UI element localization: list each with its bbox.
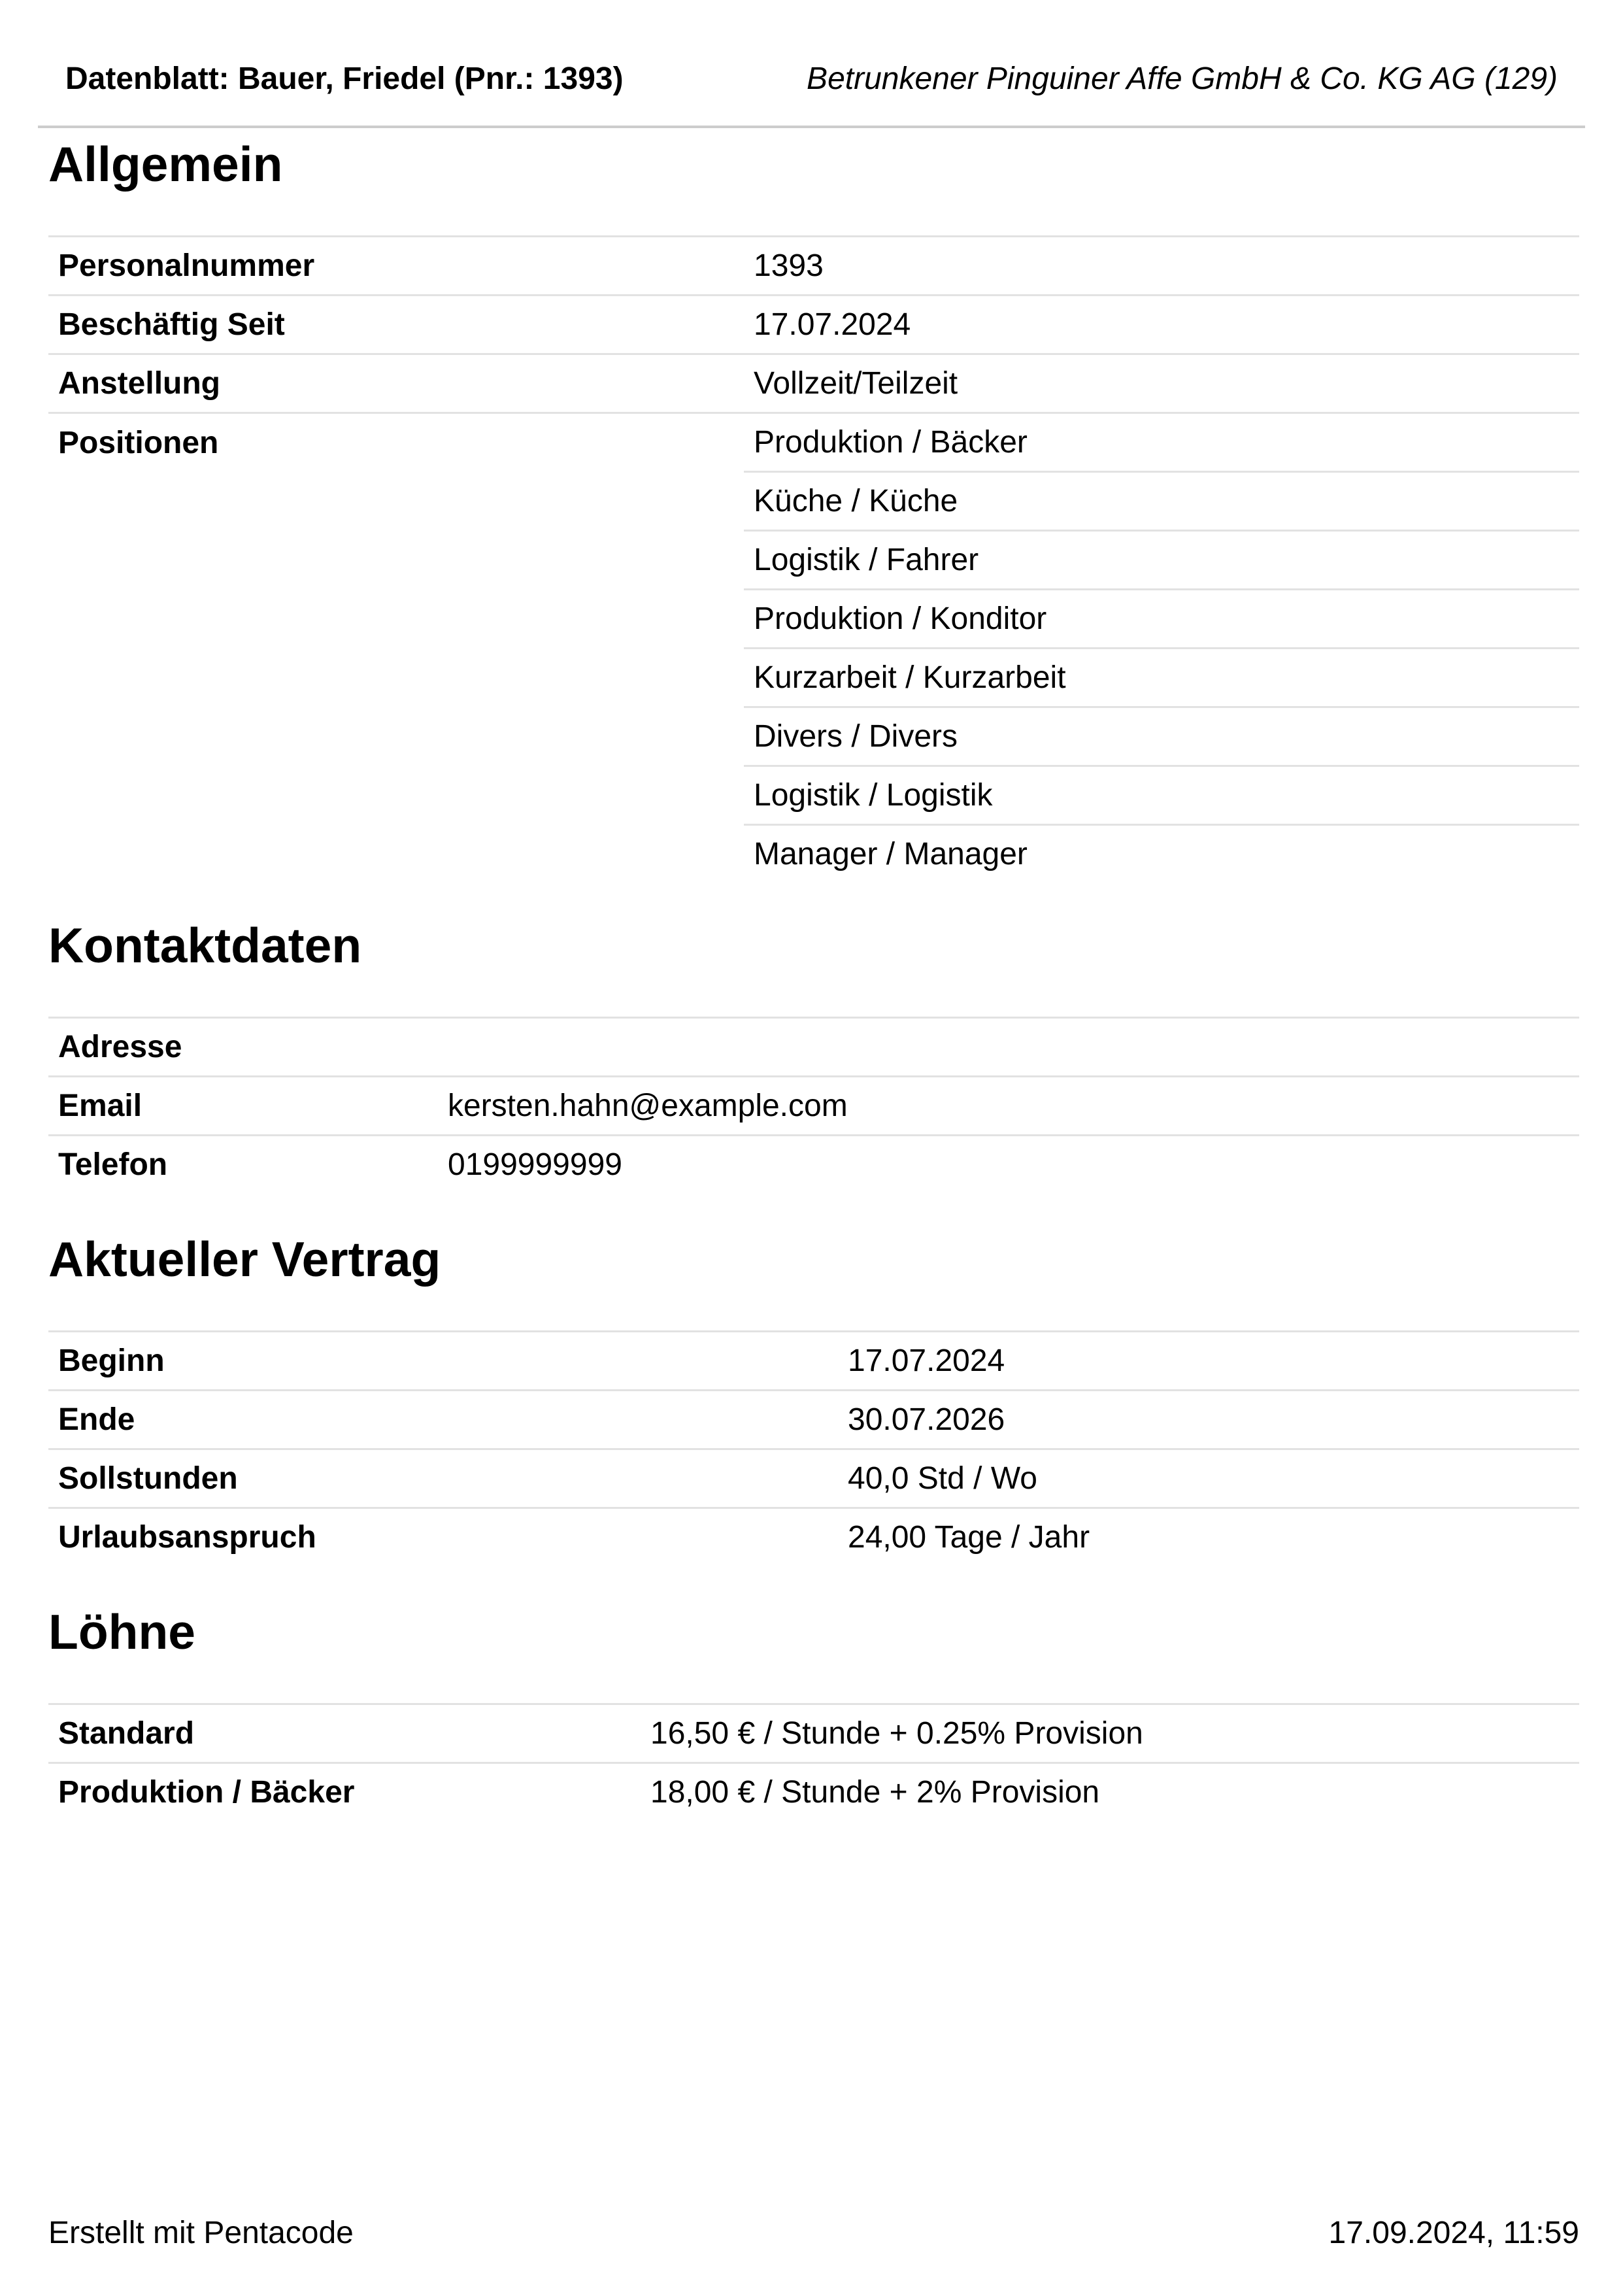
adresse-value xyxy=(438,1018,1579,1077)
position-item: Logistik / Logistik xyxy=(744,766,1579,825)
table-row-lohn xyxy=(48,1704,1579,1763)
sollstunden-value: 40,0 Std / Wo xyxy=(838,1449,1579,1508)
position-item: Logistik / Fahrer xyxy=(744,531,1579,590)
document-title: Datenblatt: Bauer, Friedel (Pnr.: 1393) xyxy=(65,61,624,96)
sollstunden-label: Sollstunden xyxy=(48,1449,838,1508)
table-row-anstellung xyxy=(48,354,1579,413)
adresse-label: Adresse xyxy=(48,1018,438,1077)
beginn-value: 17.07.2024 xyxy=(838,1332,1579,1391)
table-row-position xyxy=(48,413,1579,472)
position-item: Küche / Küche xyxy=(744,472,1579,531)
table-row-personalnummer xyxy=(48,237,1579,295)
email-value: kersten.hahn@example.com xyxy=(438,1077,1579,1136)
personalnummer-label: Personalnummer xyxy=(48,237,744,295)
section-title-kontaktdaten: Kontaktdaten xyxy=(48,918,362,973)
section-title-vertrag: Aktueller Vertrag xyxy=(48,1232,441,1287)
section-title-allgemein: Allgemein xyxy=(48,137,283,192)
email-label: Email xyxy=(48,1077,438,1136)
table-row-ende xyxy=(48,1391,1579,1449)
telefon-value: 0199999999 xyxy=(438,1136,1579,1194)
allgemein-table xyxy=(48,235,1579,883)
section-title-loehne: Löhne xyxy=(48,1604,195,1659)
position-item: Kurzarbeit / Kurzarbeit xyxy=(744,649,1579,707)
urlaub-value: 24,00 Tage / Jahr xyxy=(838,1508,1579,1566)
table-row-email xyxy=(48,1077,1579,1136)
table-row-telefon xyxy=(48,1136,1579,1194)
positionen-label: Positionen xyxy=(48,413,744,883)
position-item: Divers / Divers xyxy=(744,707,1579,766)
table-row-adresse xyxy=(48,1018,1579,1077)
position-item: Manager / Manager xyxy=(744,825,1579,883)
ende-label: Ende xyxy=(48,1391,838,1449)
table-row-lohn xyxy=(48,1763,1579,1821)
position-item: Produktion / Konditor xyxy=(744,590,1579,649)
table-row-sollstunden xyxy=(48,1449,1579,1508)
table-row-beginn xyxy=(48,1332,1579,1391)
footer-credit: Erstellt mit Pentacode xyxy=(48,2216,354,2250)
table-row-beschaeftigt-seit xyxy=(48,295,1579,354)
loehne-table xyxy=(48,1703,1579,1821)
lohn-label: Standard xyxy=(48,1704,641,1763)
lohn-label: Produktion / Bäcker xyxy=(48,1763,641,1821)
beginn-label: Beginn xyxy=(48,1332,838,1391)
ende-value: 30.07.2026 xyxy=(838,1391,1579,1449)
anstellung-label: Anstellung xyxy=(48,354,744,413)
vertrag-table xyxy=(48,1330,1579,1566)
lohn-value: 16,50 € / Stunde + 0.25% Provision xyxy=(641,1704,1579,1763)
table-row-urlaubsanspruch xyxy=(48,1508,1579,1566)
beschaeftigt-seit-label: Beschäftig Seit xyxy=(48,295,744,354)
footer-timestamp: 17.09.2024, 11:59 xyxy=(1328,2216,1579,2250)
anstellung-value: Vollzeit/Teilzeit xyxy=(744,354,1579,413)
personalnummer-value: 1393 xyxy=(744,237,1579,295)
beschaeftigt-seit-value: 17.07.2024 xyxy=(744,295,1579,354)
company-name: Betrunkener Pinguiner Affe GmbH & Co. KG AG (129) xyxy=(807,61,1558,96)
telefon-label: Telefon xyxy=(48,1136,438,1194)
position-item: Produktion / Bäcker xyxy=(744,413,1579,472)
kontakt-table xyxy=(48,1017,1579,1193)
urlaub-label: Urlaubsanspruch xyxy=(48,1508,838,1566)
lohn-value: 18,00 € / Stunde + 2% Provision xyxy=(641,1763,1579,1821)
page-header xyxy=(38,0,1585,128)
